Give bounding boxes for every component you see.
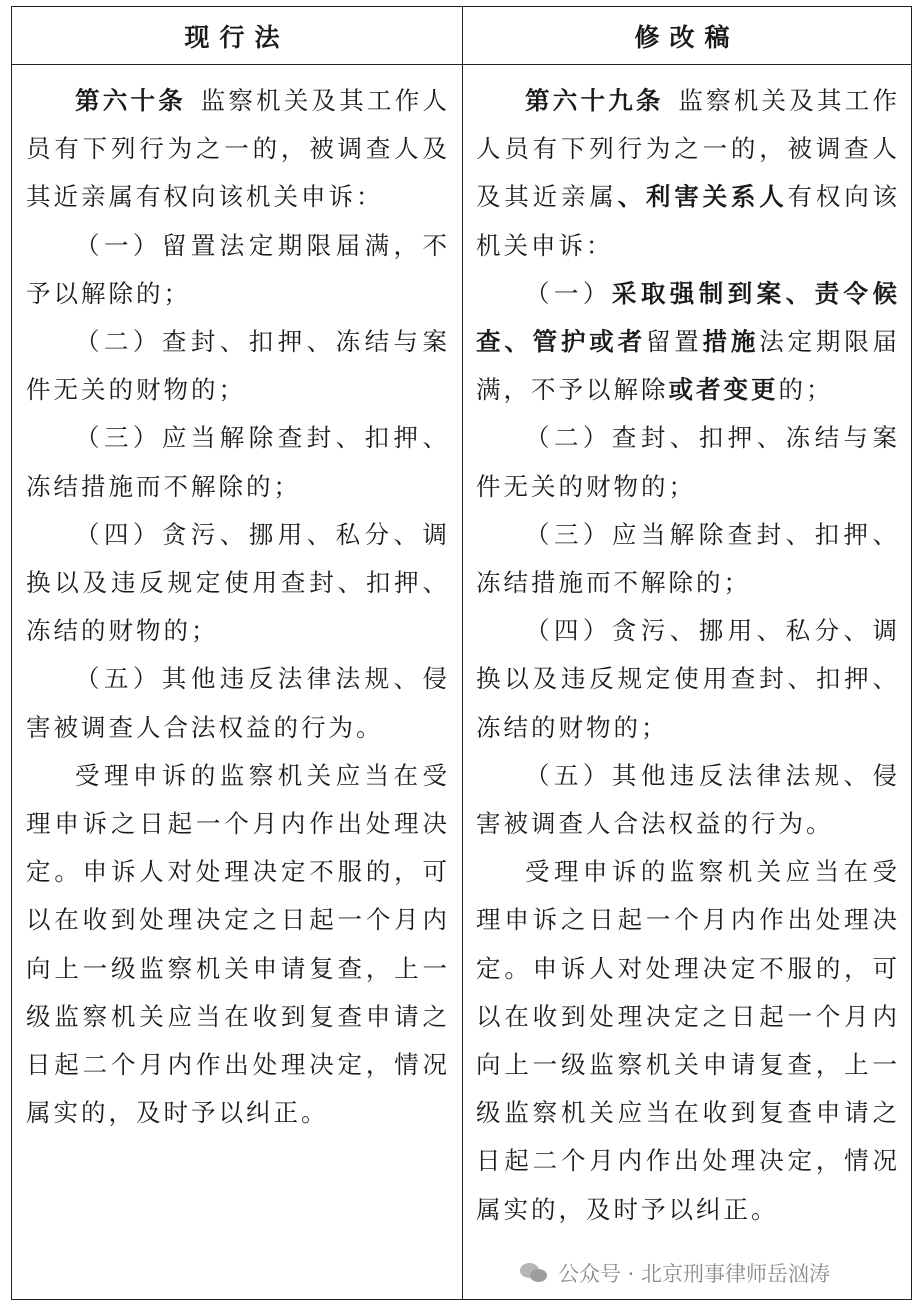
- revised-paragraph-7: 受理申诉的监察机关应当在受理申诉之日起一个月内作出处理决定。申诉人对处理决定不服的，可以在收到处理决定之日起一个月内向上一级监察机关申请复查，上一级监察机关应当在收到复查申请之日起二个月内作出处理决定，情况属实的，及时予以纠正。: [476, 857, 900, 1224]
- wechat-icon: [520, 1261, 550, 1285]
- revised-paragraph-4: （三）应当解除查封、扣押、冻结措施而不解除的；: [476, 519, 900, 598]
- current-paragraph-2: （一）留置法定期限届满，不予以解除的；: [26, 230, 450, 308]
- added-text: 或者变更: [668, 375, 779, 405]
- added-text: 采取强制到案、责令候查、管护或者: [476, 278, 900, 357]
- added-text: 措施: [702, 327, 760, 357]
- revised-paragraph-5: （四）贪污、挪用、私分、调换以及违反规定使用查封、扣押、冻结的财物的；: [476, 616, 900, 742]
- header-divider: [12, 64, 911, 65]
- header-current-law: 现行法: [184, 22, 290, 52]
- current-law-column: [26, 77, 450, 1137]
- revised-paragraph-3: （二）查封、扣押、冻结与案件无关的财物的；: [476, 423, 900, 501]
- revised-article-number: 第六十九条: [525, 86, 664, 115]
- revised-paragraph-2: （一）采取强制到案、责令候查、管护或者留置措施法定期限届满，不予以解除或者变更的；: [476, 278, 901, 405]
- watermark: [520, 1258, 830, 1288]
- watermark-text: 公众号 · 北京刑事律师岳汹涛: [558, 1262, 831, 1286]
- current-paragraph-6: （五）其他违反法律法规、侵害被调查人合法权益的行为。: [26, 664, 450, 742]
- added-text: 、利害关系人: [617, 182, 788, 212]
- revised-draft-column: [476, 77, 900, 1234]
- revised-paragraph-1: 第六十九条 监察机关及其工作人员有下列行为之一的，被调查人及其近亲属、利害关系人有权向该机关申诉：: [476, 86, 901, 260]
- comparison-table: [11, 6, 912, 1300]
- current-paragraph-3: （二）查封、扣押、冻结与案件无关的财物的；: [26, 327, 450, 405]
- current-article-number: 第六十条: [75, 86, 186, 115]
- column-divider: [462, 7, 463, 1299]
- revised-paragraph-6: （五）其他违反法律法规、侵害被调查人合法权益的行为。: [476, 760, 900, 839]
- current-paragraph-7: 受理申诉的监察机关应当在受理申诉之日起一个月内作出处理决定。申诉人对处理决定不服的，可以在收到处理决定之日起一个月内向上一级监察机关申请复查，上一级监察机关应当在收到复查申请之日起二个月内作出处理决定，情况属实的，及时予以纠正。: [26, 760, 450, 1128]
- current-paragraph-4: （三）应当解除查封、扣押、冻结措施而不解除的；: [26, 423, 450, 501]
- current-paragraph-5: （四）贪污、挪用、私分、调换以及违反规定使用查封、扣押、冻结的财物的；: [26, 519, 450, 646]
- current-paragraph-1: 第六十条 监察机关及其工作人员有下列行为之一的，被调查人及其近亲属有权向该机关申诉：: [26, 86, 450, 212]
- header-revised-draft: 修改稿: [634, 22, 740, 52]
